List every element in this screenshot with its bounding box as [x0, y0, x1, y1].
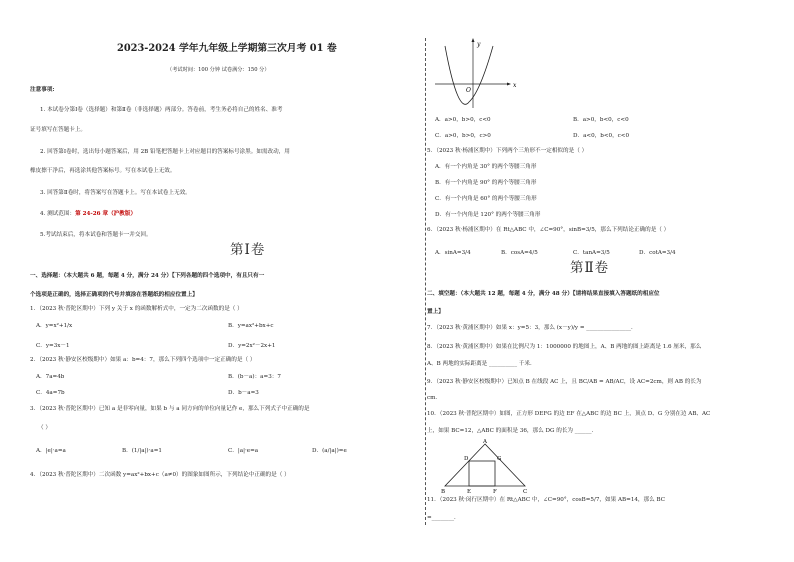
- note-2b: 橡皮擦干净后，再选涂其他答案标号。写在本试卷上无效。: [30, 168, 176, 174]
- q2-option-c: C．4a=7b: [36, 390, 65, 396]
- q2-text: 2．（2023 秋·静安区校级期中）如果 a：b=4：7，那么下列四个选项中一定正确的是（ ）: [30, 357, 256, 363]
- parabola-curve: [445, 46, 493, 104]
- exam-title: 2023-2024 学年九年级上学期第三次月考 01 卷: [117, 43, 337, 54]
- q11-text-b: =________．: [427, 515, 460, 521]
- exam-subtitle: （考试时间：100 分钟 试卷满分：150 分）: [167, 67, 270, 73]
- q5-text: 5．（2023 秋·杨浦区期中）下列两个三角形不一定相似的是（ ）: [427, 148, 588, 154]
- origin-label: O: [466, 87, 471, 94]
- q5-option-a: A．有一个内角是 30° 的两个等腰三角形: [435, 164, 537, 170]
- q6-option-d: D．cotA=3/4: [639, 250, 676, 256]
- q3-option-c: C．|a|·e=a: [228, 448, 259, 454]
- q3-option-d: D．(a/|a|)=e: [312, 448, 347, 454]
- q2-option-b: B．(b－a)：a=3：7: [228, 374, 281, 380]
- label-f: F: [493, 489, 497, 494]
- section1-line2: 个选项是正确的，选择正确项的代号并填涂在答题纸的相应位置上】: [30, 292, 198, 298]
- q6-option-b: B．cosA=4/5: [501, 250, 538, 256]
- q8-text-b: A、B 两地的实际距离是 __________ 千米．: [427, 361, 536, 367]
- square-in-triangle-figure: [437, 438, 537, 494]
- note-5: 5.考试结束后，将本试卷和答题卡一并交回。: [40, 232, 152, 238]
- q8-text-a: 8．（2023 秋·黄浦区期中）如果在比例尺为 1：1000000 的地图上，A、B 两地的图上距离是 1.6 厘米，那么: [427, 344, 702, 350]
- note-4: [40, 210, 136, 218]
- y-axis-label: y: [477, 41, 481, 48]
- x-axis-arrow-icon: [507, 83, 511, 86]
- note-4-range: 第 24-26 章（沪教版）: [75, 211, 137, 217]
- note-3: 3. 回答第Ⅱ卷时，将答案写在答题卡上。写在本试卷上无效。: [40, 190, 191, 196]
- q6-option-a: A．sinA=3/4: [435, 250, 471, 256]
- q1-option-d: D．y=2x²－2x+1: [228, 343, 276, 349]
- x-axis-label: x: [513, 82, 517, 89]
- q3-option-a: A．|e|·a=a: [36, 448, 66, 454]
- part1-heading: 第Ⅰ卷: [230, 242, 266, 258]
- note-4-label: 4. 测试范围：: [40, 211, 76, 217]
- q3-text: 3．（2023 秋·普陀区期中）已知 a 是非零向量，如果 b 与 a 同方向的单位向量记作 e，那么下列式子中正确的是: [30, 406, 310, 412]
- q6-text: 6．（2023 秋·杨浦区期中）在 Rt△ABC 中，∠C=90°，sinB=3/5，那么下列结论正确的是（ ）: [427, 227, 670, 233]
- q4-option-a: A．a>0，b>0，c<0: [435, 117, 491, 123]
- q10-text-a: 10．（2023 秋·普陀区期中）如图，正方形 DEFG 的边 EF 在△ABC 的边 BC 上，顶点 D、G 分别在边 AB、AC: [427, 411, 711, 417]
- q1-option-b: B．y=ax²+bx+c: [228, 323, 274, 329]
- q4-option-d: D．a<0，b<0，c<0: [573, 133, 630, 139]
- q4-text: 4．（2023 秋·普陀区期中）二次函数 y=ax²+bx+c（a≠0）的图象如图所示，下列结论中正确的是（ ）: [30, 472, 290, 478]
- part2-heading: 第Ⅱ卷: [570, 260, 610, 276]
- section1-line1: 一、选择题：（本大题共 6 题，每题 4 分，满分 24 分）【下列各题的四个选项中，有且只有一: [30, 273, 265, 279]
- label-g: G: [497, 456, 502, 462]
- q4-option-b: B．a>0，b<0，c<0: [573, 117, 629, 123]
- triangle-abc: [445, 444, 525, 486]
- q1-option-c: C．y=3x－1: [36, 343, 70, 349]
- q5-option-b: B．有一个内角是 90° 的两个等腰三角形: [435, 180, 537, 186]
- section2-line1: 二、填空题：（本大题共 12 题，每题 4 分，满分 48 分）【请将结果直接填入答题纸的相应位: [427, 291, 660, 297]
- y-axis-arrow-icon: [472, 38, 475, 42]
- label-e: E: [467, 489, 472, 494]
- q10-text-b: 上，如果 BC=12，△ABC 的面积是 36，那么 DG 的长为 ______．: [427, 428, 598, 434]
- q2-option-a: A．7a=4b: [36, 374, 65, 380]
- note-1b: 证号填写在答题卡上。: [30, 127, 86, 133]
- label-d: D: [464, 456, 469, 462]
- q2-option-d: D．b－a=3: [228, 390, 259, 396]
- note-2a: 2. 回答第Ⅰ卷时，选出每小题答案后，用 2B 铅笔把答题卡上对应题目的答案标号涂黑。如需改动，用: [40, 149, 290, 155]
- q6-option-c: C．tanA=3/5: [573, 250, 610, 256]
- q9-text-b: cm．: [427, 395, 442, 401]
- q5-option-d: D．有一个内角是 120° 的两个等腰三角形: [435, 212, 541, 218]
- label-a: A: [483, 439, 487, 445]
- q9-text-a: 9．（2023 秋·静安区校级期中）已知点 B 在线段 AC 上，且 BC/AB = AB/AC，设 AC=2cm，则 AB 的长为: [427, 379, 702, 385]
- q11-text-a: 11．（2023 秋·闵行区期中）在 Rt△ABC 中，∠C=90°，cosB=5/7，如果 AB=14，那么 BC: [427, 497, 665, 503]
- label-c: C: [523, 489, 528, 494]
- q1-option-a: A．y=x²+1/x: [36, 323, 73, 329]
- square-defg: [469, 461, 495, 486]
- notes-heading: 注意事项:: [30, 87, 55, 93]
- label-b: B: [441, 489, 446, 494]
- right-column: [425, 0, 794, 562]
- q7-text: 7．（2023 秋·黄浦区期中）如果 x：y=5：3，那么 (x－y)/y = ________________．: [427, 325, 637, 331]
- q1-text: 1．（2023 秋·普陀区期中）下列 y 关于 x 的函数解析式中，一定为二次函数的是（ ）: [30, 306, 243, 312]
- q4-option-c: C．a>0，b>0，c>0: [435, 133, 491, 139]
- note-1a: 1. 本试卷分第Ⅰ卷（选择题）和第Ⅱ卷（非选择题）两部分。答卷前，考生务必将自己的姓名、准考: [40, 107, 283, 113]
- q5-option-c: C．有一个内角是 60° 的两个等腰三角形: [435, 196, 537, 202]
- parabola-graph: [433, 36, 553, 110]
- q3-end: （ ）: [38, 425, 51, 431]
- q3-option-b: B．(1/|a|)·a=1: [122, 448, 162, 454]
- section2-line2: 置上】: [427, 309, 444, 315]
